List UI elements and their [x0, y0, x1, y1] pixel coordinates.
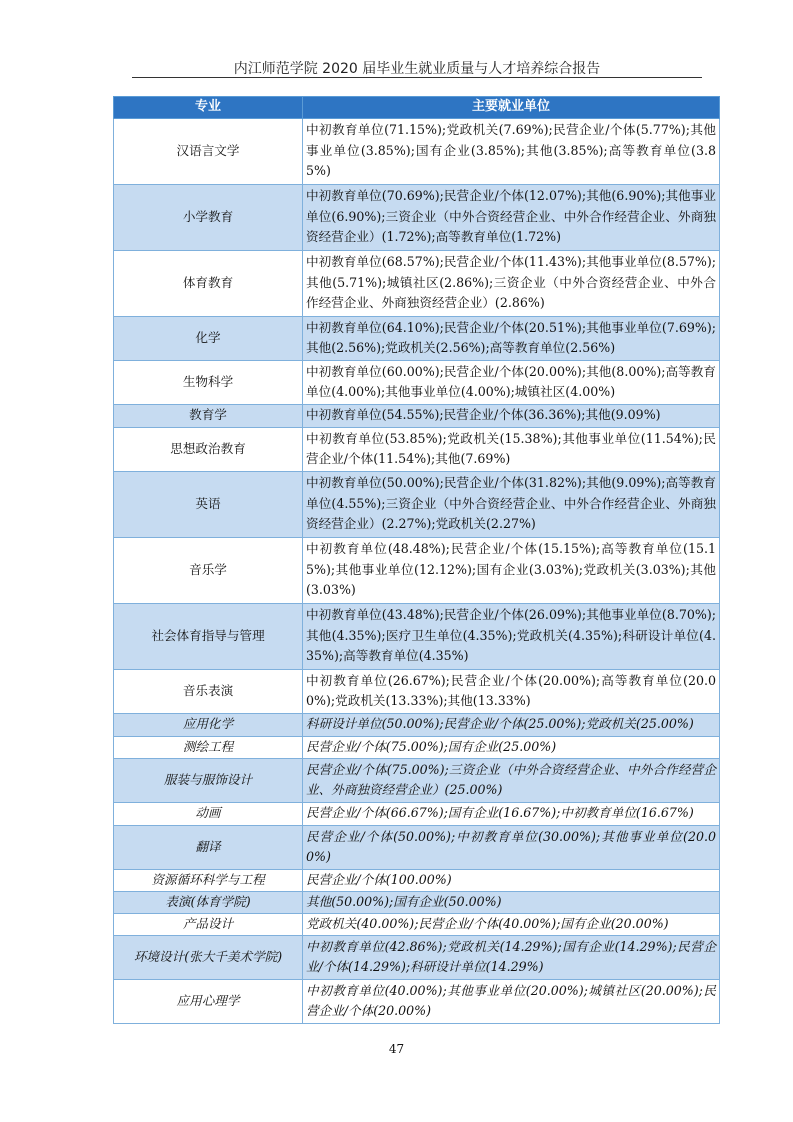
units-cell: 民营企业/个体(50.00%);中初教育单位(30.00%);其他事业单位(20.00%)	[303, 825, 720, 869]
table-row	[114, 184, 720, 250]
major-cell: 测绘工程	[114, 736, 303, 758]
units-cell: 中初教育单位(60.00%);民营企业/个体(20.00%);其他(8.00%);高等教育单位(4.00%);其他事业单位(4.00%);城镇社区(4.00%)	[303, 360, 720, 404]
page-number: 47	[388, 1042, 405, 1056]
table-row	[114, 471, 720, 537]
major-cell: 思想政治教育	[114, 427, 303, 471]
major-cell: 小学教育	[114, 184, 303, 250]
units-cell: 民营企业/个体(100.00%)	[303, 869, 720, 891]
units-cell: 科研设计单位(50.00%);民营企业/个体(25.00%);党政机关(25.00%)	[303, 713, 720, 736]
units-cell: 民营企业/个体(66.67%);国有企业(16.67%);中初教育单位(16.67%)	[303, 802, 720, 825]
major-cell: 社会体育指导与管理	[114, 603, 303, 669]
units-cell: 中初教育单位(50.00%);民营企业/个体(31.82%);其他(9.09%);高等教育单位(4.55%);三资企业（中外合资经营企业、中外合作经营企业、外商独资经营企业）(2.27%);党政机关(2.27%)	[303, 471, 720, 537]
units-cell: 中初教育单位(54.55%);民营企业/个体(36.36%);其他(9.09%)	[303, 404, 720, 427]
units-cell: 民营企业/个体(75.00%);三资企业（中外合资经营企业、中外合作经营企业、外商独资经营企业）(25.00%)	[303, 758, 720, 802]
major-cell: 汉语言文学	[114, 118, 303, 184]
table-row	[114, 913, 720, 935]
major-cell: 教育学	[114, 404, 303, 427]
units-cell: 中初教育单位(53.85%);党政机关(15.38%);其他事业单位(11.54%);民营企业/个体(11.54%);其他(7.69%)	[303, 427, 720, 471]
page-header-title: 内江师范学院 2020 届毕业生就业质量与人才培养综合报告	[233, 61, 601, 77]
table-header-row	[114, 97, 720, 119]
table-row	[114, 603, 720, 669]
units-cell: 党政机关(40.00%);民营企业/个体(40.00%);国有企业(20.00%)	[303, 913, 720, 935]
column-header-units: 主要就业单位	[303, 97, 720, 119]
major-cell: 资源循环科学与工程	[114, 869, 303, 891]
major-cell: 音乐表演	[114, 669, 303, 713]
units-cell: 中初教育单位(26.67%);民营企业/个体(20.00%);高等教育单位(20.00%);党政机关(13.33%);其他(13.33%)	[303, 669, 720, 713]
units-cell: 中初教育单位(70.69%);民营企业/个体(12.07%);其他(6.90%);其他事业单位(6.90%);三资企业（中外合资经营企业、中外合作经营企业、外商独资经营企业）(1.72%);高等教育单位(1.72%)	[303, 184, 720, 250]
table-row	[114, 825, 720, 869]
major-cell: 化学	[114, 316, 303, 360]
table-row	[114, 427, 720, 471]
table-row	[114, 316, 720, 360]
table-row	[114, 736, 720, 758]
major-cell: 应用化学	[114, 713, 303, 736]
major-cell: 表演(体育学院)	[114, 891, 303, 913]
units-cell: 中初教育单位(43.48%);民营企业/个体(26.09%);其他事业单位(8.70%);其他(4.35%);医疗卫生单位(4.35%);党政机关(4.35%);科研设计单位(4.35%);高等教育单位(4.35%)	[303, 603, 720, 669]
major-cell: 翻译	[114, 825, 303, 869]
major-cell: 环境设计(张大千美术学院)	[114, 935, 303, 979]
table-row	[114, 869, 720, 891]
major-cell: 产品设计	[114, 913, 303, 935]
major-cell: 英语	[114, 471, 303, 537]
units-cell: 中初教育单位(64.10%);民营企业/个体(20.51%);其他事业单位(7.69%);其他(2.56%);党政机关(2.56%);高等教育单位(2.56%)	[303, 316, 720, 360]
major-cell: 生物科学	[114, 360, 303, 404]
major-cell: 应用心理学	[114, 979, 303, 1023]
table-row	[114, 404, 720, 427]
units-cell: 中初教育单位(42.86%);党政机关(14.29%);国有企业(14.29%);民营企业/个体(14.29%);科研设计单位(14.29%)	[303, 935, 720, 979]
units-cell: 中初教育单位(40.00%);其他事业单位(20.00%);城镇社区(20.00%);民营企业/个体(20.00%)	[303, 979, 720, 1023]
table-row	[114, 713, 720, 736]
table-row	[114, 979, 720, 1023]
major-cell: 音乐学	[114, 537, 303, 603]
header-rule	[132, 77, 702, 78]
column-header-major: 专业	[114, 97, 303, 119]
table-row	[114, 537, 720, 603]
table-row	[114, 802, 720, 825]
units-cell: 中初教育单位(48.48%);民营企业/个体(15.15%);高等教育单位(15.15%);其他事业单位(12.12%);国有企业(3.03%);党政机关(3.03%);其他(3.03%)	[303, 537, 720, 603]
major-cell: 体育教育	[114, 250, 303, 316]
table-row	[114, 669, 720, 713]
units-cell: 中初教育单位(68.57%);民营企业/个体(11.43%);其他事业单位(8.57%);其他(5.71%);城镇社区(2.86%);三资企业（中外合资经营企业、中外合作经营企业、外商独资经营企业）(2.86%)	[303, 250, 720, 316]
table-row	[114, 758, 720, 802]
table-row	[114, 935, 720, 979]
units-cell: 其他(50.00%);国有企业(50.00%)	[303, 891, 720, 913]
major-cell: 动画	[114, 802, 303, 825]
table-row	[114, 250, 720, 316]
table-row	[114, 360, 720, 404]
units-cell: 民营企业/个体(75.00%);国有企业(25.00%)	[303, 736, 720, 758]
table-row	[114, 891, 720, 913]
major-cell: 服装与服饰设计	[114, 758, 303, 802]
units-cell: 中初教育单位(71.15%);党政机关(7.69%);民营企业/个体(5.77%);其他事业单位(3.85%);国有企业(3.85%);其他(3.85%);高等教育单位(3.85%)	[303, 118, 720, 184]
employment-units-table	[113, 96, 720, 1024]
table-row	[114, 118, 720, 184]
